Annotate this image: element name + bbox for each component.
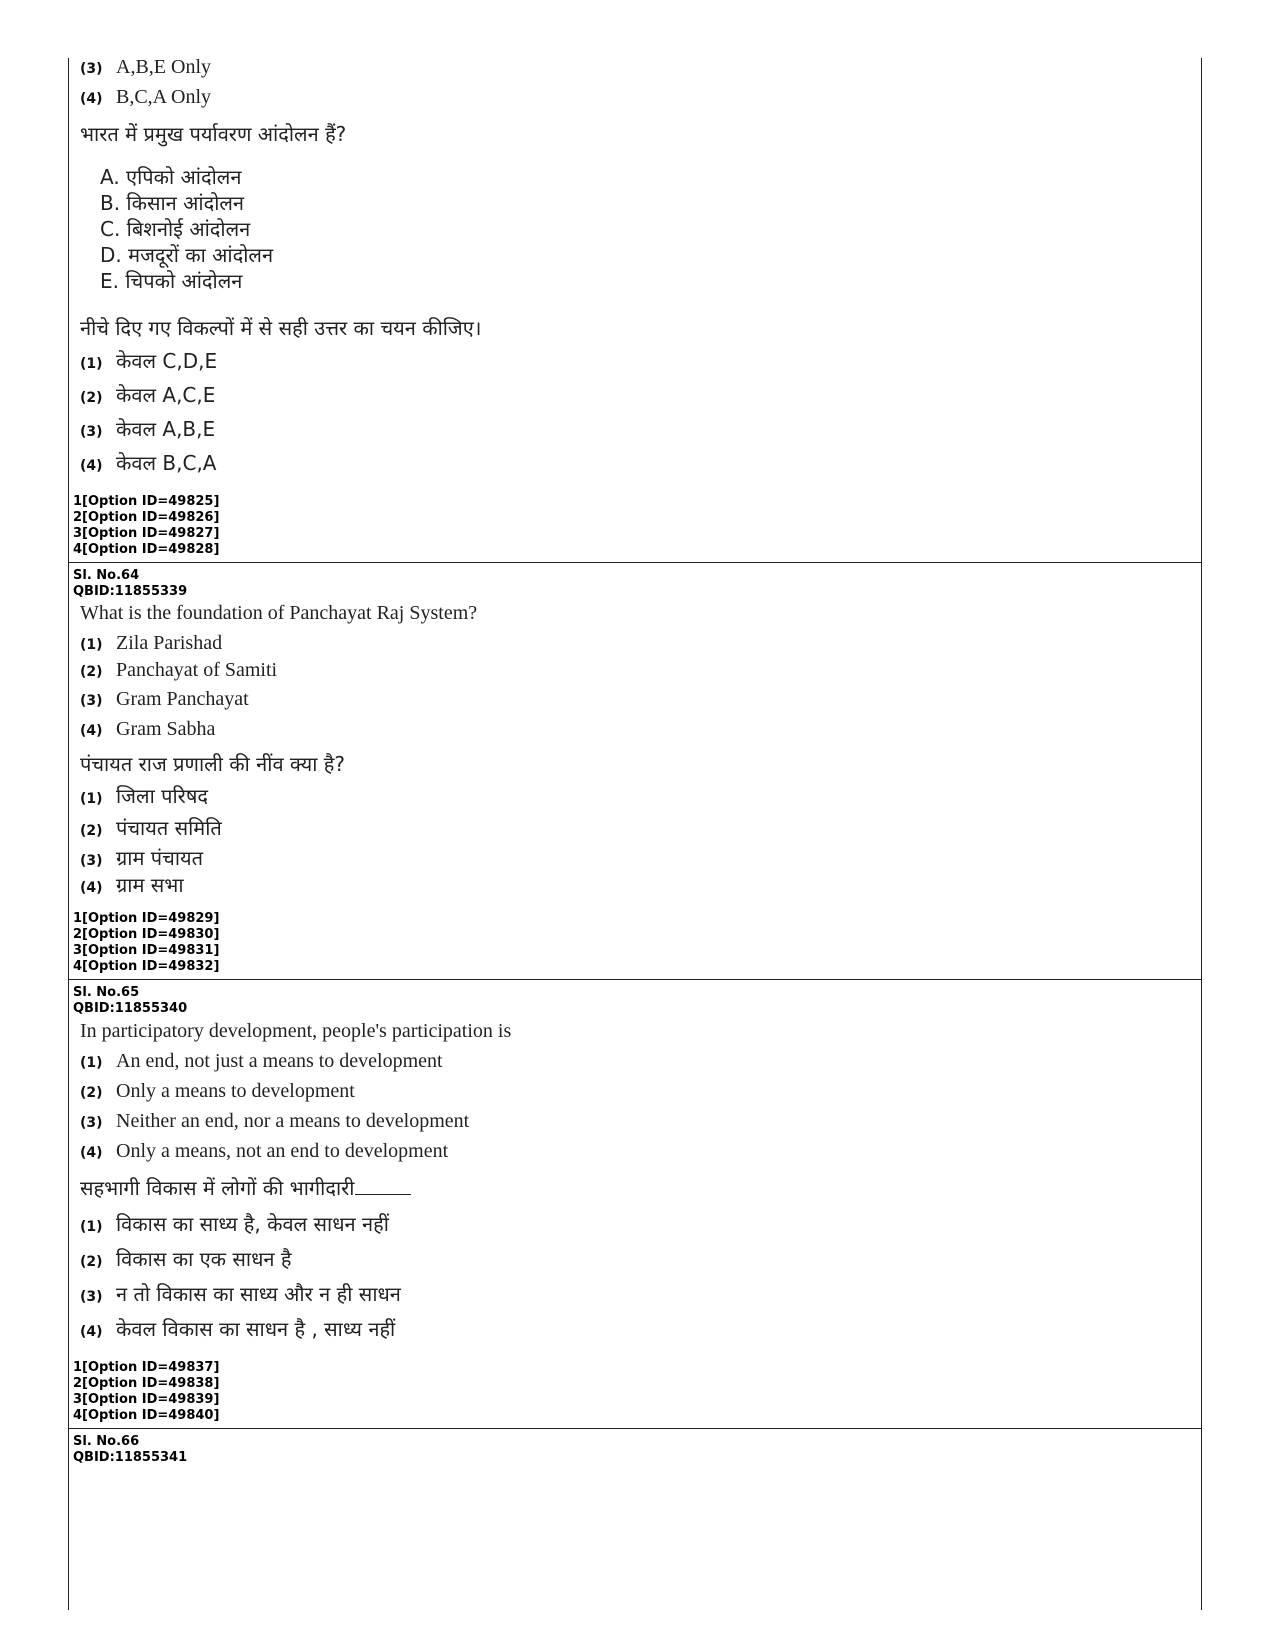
q63-hindi-option-2: (2) केवल A,C,E (80, 383, 216, 407)
q64-qbid: QBID:11855339 (73, 584, 188, 599)
q63-hindi-option-1: (1) केवल C,D,E (80, 349, 218, 373)
q65-english-question: In participatory development, people's participation is (80, 1020, 512, 1042)
q64-option-ids (73, 911, 219, 975)
question-divider (68, 979, 1202, 980)
q65-hindi-option-3: (3) न तो विकास का साध्य और न ही साधन (80, 1282, 401, 1306)
q64-english-option-2: (2) Panchayat of Samiti (80, 659, 278, 681)
q64-english-question: What is the foundation of Panchayat Raj System? (80, 602, 478, 624)
q66-qbid: QBID:11855341 (73, 1450, 188, 1465)
q63-hindi-instruction: नीचे दिए गए विकल्पों में से सही उत्तर का चयन कीजिए। (80, 316, 482, 340)
q63-statement-e: E. चिपको आंदोलन (100, 269, 243, 293)
answer-blank (355, 1176, 411, 1195)
q66-header (73, 1434, 187, 1466)
q64-english-option-4: (4) Gram Sabha (80, 718, 216, 740)
q65-english-option-1: (1) An end, not just a means to development (80, 1050, 443, 1072)
option-id: 2[Option ID=49826] (73, 510, 220, 525)
q64-hindi-question: पंचायत राज प्रणाली की नींव क्या है? (80, 752, 345, 776)
q64-hindi-option-1: (1) जिला परिषद (80, 784, 209, 808)
q64-header (73, 568, 187, 600)
q63-prev-option-3: (3) A,B,E Only (80, 56, 211, 78)
q65-qbid: QBID:11855340 (73, 1001, 188, 1016)
option-id: 3[Option ID=49839] (73, 1392, 220, 1407)
q65-english-option-4: (4) Only a means, not an end to development (80, 1140, 449, 1162)
q65-english-option-3: (3) Neither an end, nor a means to development (80, 1110, 470, 1132)
option-id: 4[Option ID=49828] (73, 542, 220, 557)
option-id: 1[Option ID=49825] (73, 494, 220, 509)
option-id: 2[Option ID=49830] (73, 927, 220, 942)
q65-option-ids (73, 1360, 219, 1424)
option-id: 3[Option ID=49827] (73, 526, 220, 541)
q63-prev-option-4: (4) B,C,A Only (80, 86, 212, 108)
q65-hindi-question-text: सहभागी विकास में लोगों की भागीदारी (80, 1176, 355, 1200)
q63-hindi-option-4: (4) केवल B,C,A (80, 451, 217, 475)
q63-statement-d: D. मजदूरों का आंदोलन (100, 243, 274, 267)
option-id: 4[Option ID=49840] (73, 1408, 220, 1423)
option-id: 3[Option ID=49831] (73, 943, 220, 958)
q65-hindi-option-2: (2) विकास का एक साधन है (80, 1247, 292, 1271)
option-id: 1[Option ID=49829] (73, 911, 220, 926)
q63-statement-b: B. किसान आंदोलन (100, 191, 245, 215)
q63-statement-a: A. एपिको आंदोलन (100, 165, 242, 189)
question-divider (68, 562, 1202, 563)
q65-english-option-2: (2) Only a means to development (80, 1080, 355, 1102)
q65-hindi-question (80, 1174, 411, 1201)
q65-header (73, 985, 187, 1017)
q64-hindi-option-2: (2) पंचायत समिति (80, 816, 222, 840)
option-id: 4[Option ID=49832] (73, 959, 220, 974)
q64-english-option-3: (3) Gram Panchayat (80, 688, 249, 710)
q63-statement-list (100, 164, 273, 294)
q64-hindi-option-3: (3) ग्राम पंचायत (80, 846, 204, 870)
option-id: 2[Option ID=49838] (73, 1376, 220, 1391)
q64-sl-no: Sl. No.64 (73, 568, 140, 583)
q65-hindi-option-1: (1) विकास का साध्य है, केवल साधन नहीं (80, 1212, 389, 1236)
q64-hindi-option-4: (4) ग्राम सभा (80, 873, 184, 897)
option-id: 1[Option ID=49837] (73, 1360, 220, 1375)
q65-hindi-option-4: (4) केवल विकास का साधन है , साध्य नहीं (80, 1317, 396, 1341)
q63-hindi-question: भारत में प्रमुख पर्यावरण आंदोलन हैं? (80, 122, 347, 146)
q65-sl-no: Sl. No.65 (73, 985, 140, 1000)
q66-sl-no: Sl. No.66 (73, 1434, 140, 1449)
q63-hindi-option-3: (3) केवल A,B,E (80, 417, 216, 441)
q64-english-option-1: (1) Zila Parishad (80, 632, 223, 654)
q63-option-ids (73, 494, 219, 558)
question-divider (68, 1428, 1202, 1429)
q63-statement-c: C. बिशनोई आंदोलन (100, 217, 251, 241)
